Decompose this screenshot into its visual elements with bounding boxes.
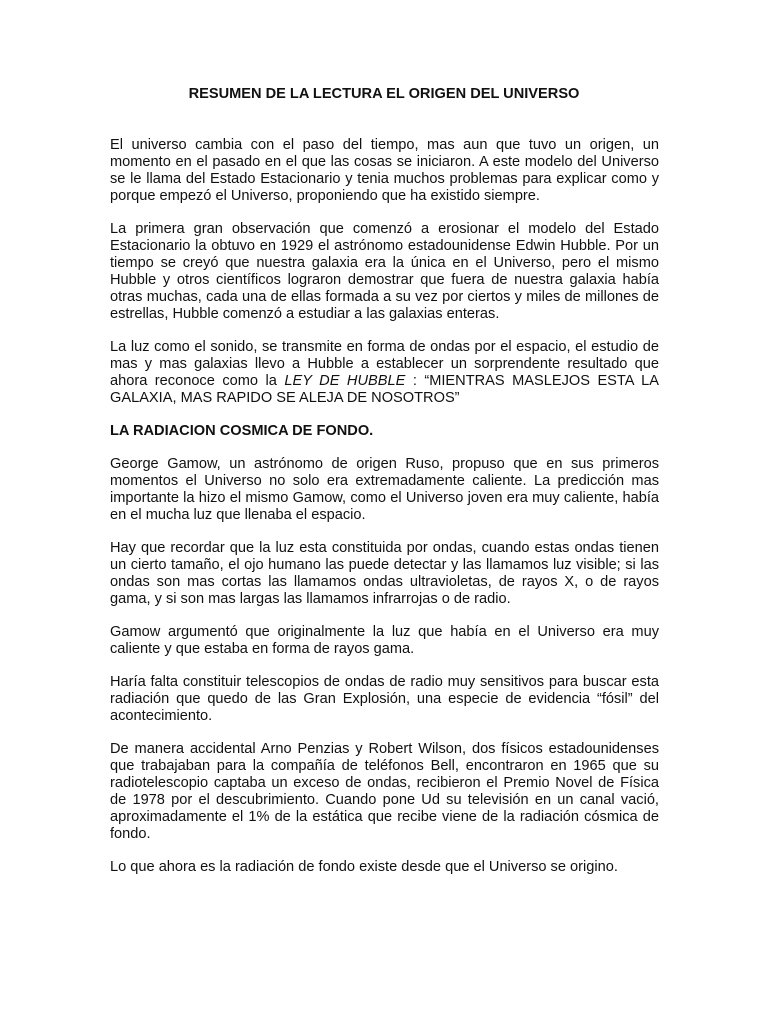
paragraph-background-radiation: Lo que ahora es la radiación de fondo existe desde que el Universo se origino. — [110, 859, 618, 875]
paragraph-gamow-proposal: George Gamow, un astrónomo de origen Ruso, propuso que en sus primeros momentos el Universo no solo era extremadamente caliente. La predicción mas importante la hizo el mismo Gamow, como el Universo joven era muy caliente, había en el mucha luz que llenaba el espacio. — [110, 456, 659, 523]
paragraph-light-waves: Hay que recordar que la luz esta constituida por ondas, cuando estas ondas tienen un cierto tamaño, el ojo humano las puede detectar y las llamamos luz visible; si las ondas son mas cortas las llamamos ondas ultravioletas, de rayos X, o de rayos gama, y si son mas largas las llamamos infrarrojas o de radio. — [110, 540, 659, 607]
paragraph-hubble-observation: La primera gran observación que comenzó a erosionar el modelo del Estado Estacionario la obtuvo en 1929 el astrónomo estadounidense Edwin Hubble. Por un tiempo se creyó que nuestra galaxia era la única en el Universo, pero el mismo Hubble y otros científicos lograron demostrar que fuera de nuestra galaxia había otras muchas, cada una de ellas formada a su vez por ciertos y miles de millones de estrellas, Hubble comenzó a estudiar a las galaxias enteras. — [110, 221, 659, 322]
paragraph-hubble-law — [110, 339, 659, 407]
document-body — [110, 137, 659, 892]
paragraph-penzias-wilson: De manera accidental Arno Penzias y Robert Wilson, dos físicos estadounidenses que trabajaban para la compañía de teléfonos Bell, encontraron en 1965 que su radiotelescopio captaba un exceso de ondas, recibieron el Premio Novel de Física de 1978 por el descubrimiento. Cuando pone Ud su televisión en un canal vació, aproximadamente el 1% de la estática que recibe viene de la radiación cósmica de fondo. — [110, 741, 659, 842]
section-heading-cosmic-radiation: LA RADIACION COSMICA DE FONDO. — [110, 423, 374, 439]
paragraph-radio-telescopes: Haría falta constituir telescopios de ondas de radio muy sensitivos para buscar esta radiación que quedo de las Gran Explosión, una especie de evidencia “fósil” del acontecimiento. — [110, 674, 659, 724]
page-title: RESUMEN DE LA LECTURA EL ORIGEN DEL UNIVERSO — [188, 86, 580, 102]
paragraph-gamow-argument: Gamow argumentó que originalmente la luz que había en el Universo era muy caliente y que estaba en forma de rayos gama. — [110, 624, 659, 657]
paragraph-universe-change: El universo cambia con el paso del tiempo, mas aun que tuvo un origen, un momento en el pasado en el que las cosas se iniciaron. A este modelo del Universo se le llama del Estado Estacionario y tenia muchos problemas para explicar como y porque empezó el Universo, proponiendo que ha existido siempre. — [110, 137, 659, 204]
hubble-law-name: LEY DE HUBBLE — [284, 373, 406, 389]
hubble-law-text-before: La luz como el sonido, se transmite en forma de ondas por el espacio, el estudio de mas y mas galaxias llevo a Hubble a establecer un sorprendente resultado que ahora reconoce como la — [110, 339, 659, 389]
hubble-law-text-after: : “MIENTRAS MASLEJOS ESTA LA GALAXIA, MAS RAPIDO SE ALEJA DE NOSOTROS” — [110, 373, 660, 406]
